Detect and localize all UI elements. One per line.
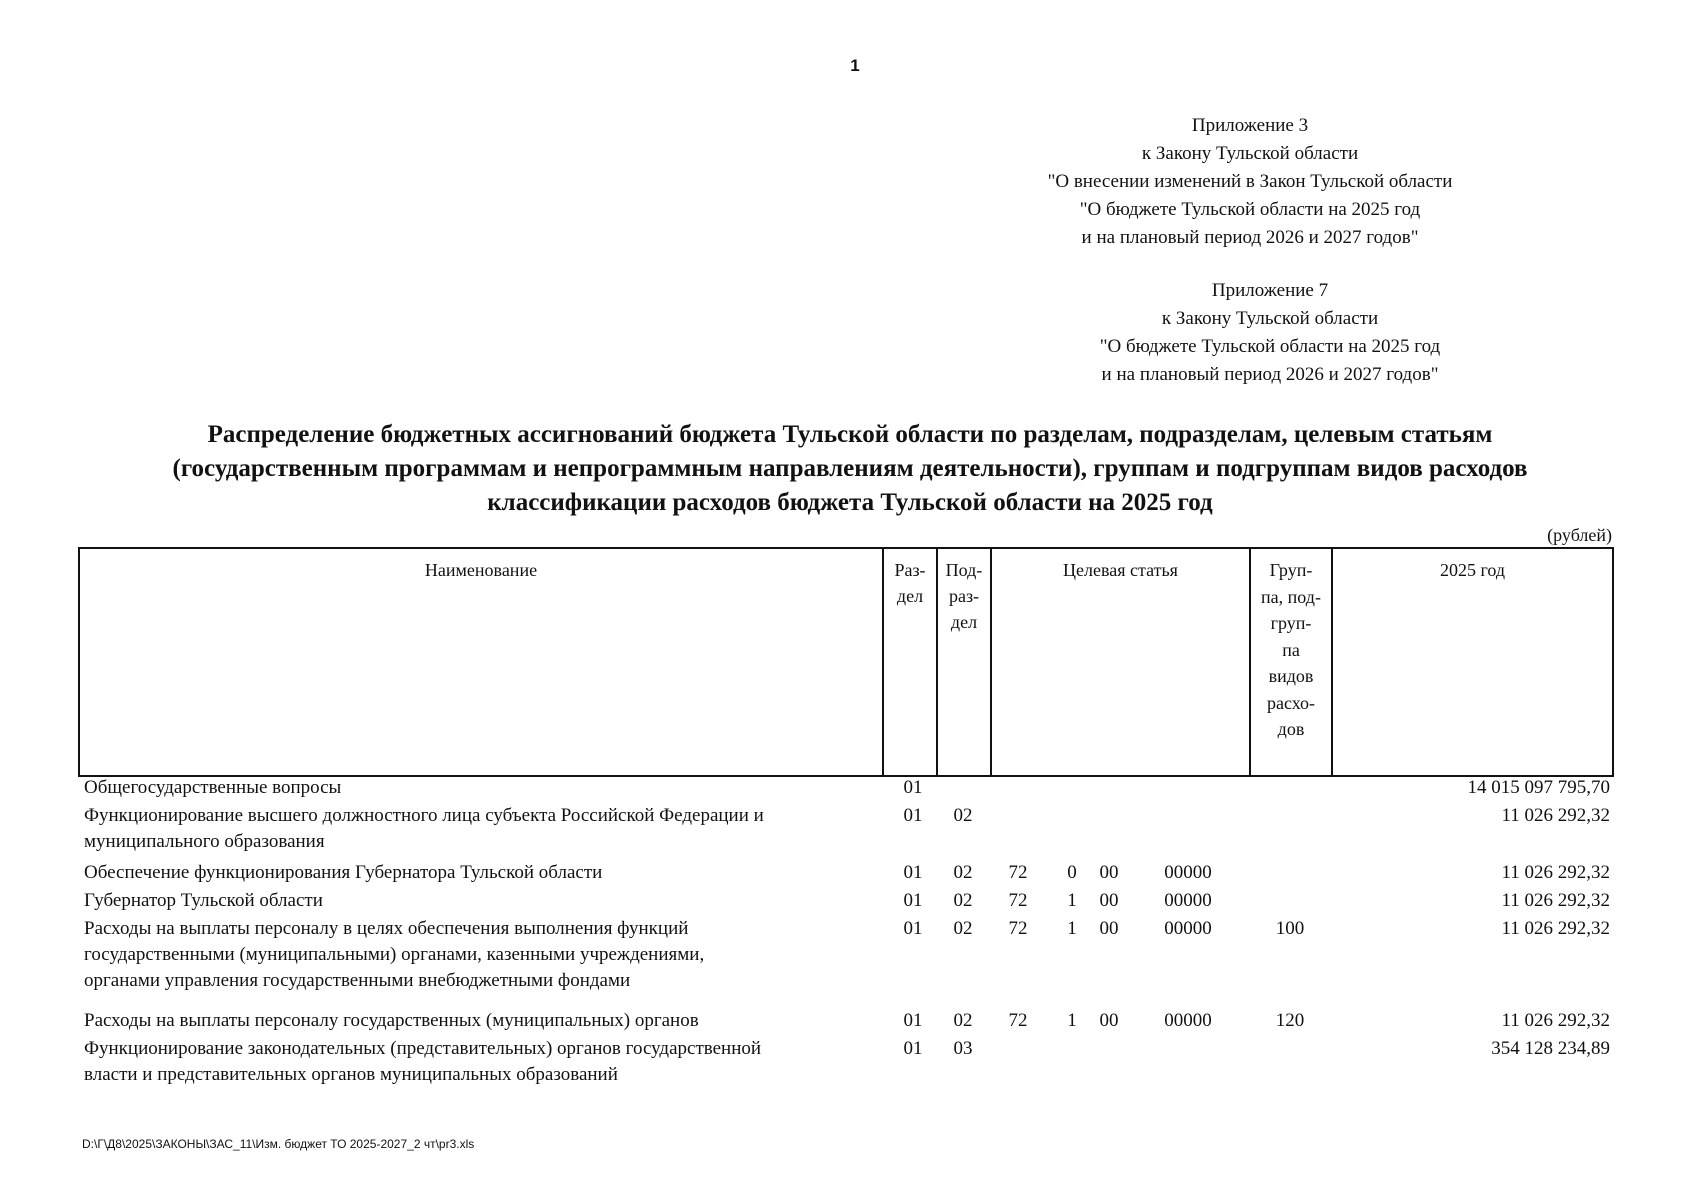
table-row	[78, 1036, 1614, 1092]
table-row	[78, 860, 1614, 888]
row-target-direction: 00000	[1164, 862, 1212, 883]
header-razdel-line: Раз-	[894, 560, 926, 580]
row-target-event: 00	[1099, 1010, 1119, 1031]
row-expense-group: 100	[1275, 918, 1305, 939]
row-name-line: власти и представительных органов муниципальных образований	[84, 1064, 618, 1085]
header-group-line: дов	[1277, 719, 1305, 739]
table-row	[78, 803, 1614, 860]
row-name-line: органами управления государственными внебюджетными фондами	[84, 970, 631, 991]
header-year-label: 2025 год	[1439, 560, 1506, 580]
row-name-line: Общегосударственные вопросы	[84, 777, 342, 798]
row-podrazdel: 02	[953, 890, 973, 911]
row-name-line: государственными (муниципальными) органами, казенными учреждениями,	[84, 944, 705, 965]
table-row	[78, 916, 1614, 1008]
header-podrazdel	[938, 549, 992, 775]
row-razdel: 01	[903, 890, 923, 911]
header-razdel-line: дел	[896, 586, 924, 606]
row-podrazdel: 02	[953, 862, 973, 883]
row-target-event: 00	[1099, 890, 1119, 911]
row-target-program: 72	[1008, 890, 1028, 911]
row-podrazdel: 03	[953, 1038, 973, 1059]
appendix-3-line: Приложение 3	[1191, 115, 1309, 136]
row-razdel: 01	[903, 862, 923, 883]
row-razdel: 01	[903, 1038, 923, 1059]
row-target-event: 00	[1099, 862, 1119, 883]
title-line: (государственным программам и непрограммным направлениям деятельности), группам и подгруппам видов расходов	[172, 455, 1528, 482]
row-amount: 11 026 292,32	[1501, 918, 1610, 939]
row-target-program: 72	[1008, 1010, 1028, 1031]
header-podrazdel-line: дел	[950, 612, 978, 632]
header-year	[1333, 549, 1612, 775]
header-razdel	[884, 549, 938, 775]
table-row	[78, 775, 1614, 803]
appendix-7-line: Приложение 7	[1211, 280, 1329, 301]
row-name-line: Губернатор Тульской области	[84, 890, 323, 911]
appendix-3-line: "О бюджете Тульской области на 2025 год	[1079, 199, 1421, 220]
header-expense-group	[1251, 549, 1333, 775]
row-name	[84, 775, 884, 801]
document-title	[60, 418, 1640, 520]
row-name-line: Расходы на выплаты персоналу государственных (муниципальных) органов	[84, 1010, 699, 1031]
title-line: классификации расходов бюджета Тульской области на 2025 год	[487, 489, 1213, 516]
row-razdel: 01	[903, 805, 923, 826]
row-target-subprogram: 1	[1067, 890, 1077, 911]
row-target-subprogram: 0	[1067, 862, 1077, 883]
row-target-direction: 00000	[1164, 918, 1212, 939]
row-target-subprogram: 1	[1067, 1010, 1077, 1031]
row-name	[84, 1008, 884, 1034]
row-target-event: 00	[1099, 918, 1119, 939]
row-name-line: Обеспечение функционирования Губернатора Тульской области	[84, 862, 603, 883]
header-target-article	[992, 549, 1251, 775]
appendix-7-block	[1060, 277, 1480, 389]
units-label: (рублей)	[1547, 525, 1612, 545]
row-name-line: Расходы на выплаты персоналу в целях обеспечения выполнения функций	[84, 918, 689, 939]
row-name	[84, 888, 884, 914]
row-razdel: 01	[903, 918, 923, 939]
row-razdel: 01	[903, 1010, 923, 1031]
appendix-7-line: к Закону Тульской области	[1161, 308, 1379, 329]
table-row	[78, 888, 1614, 916]
header-group-line: видов	[1268, 666, 1314, 686]
row-name-line: муниципального образования	[84, 831, 325, 852]
row-podrazdel: 02	[953, 918, 973, 939]
row-amount: 14 015 097 795,70	[1467, 777, 1610, 798]
header-podrazdel-line: Под-	[945, 560, 983, 580]
row-target-program: 72	[1008, 918, 1028, 939]
row-target-program: 72	[1008, 862, 1028, 883]
row-name-line: Функционирование законодательных (представительных) органов государственной	[84, 1038, 762, 1059]
table-body	[78, 775, 1614, 1092]
row-expense-group: 120	[1275, 1010, 1305, 1031]
header-group-line: па, под-	[1261, 586, 1321, 607]
table-header	[78, 547, 1614, 777]
appendix-3-line: "О внесении изменений в Закон Тульской области	[1047, 171, 1453, 192]
header-group-line: расхо-	[1266, 692, 1316, 713]
row-podrazdel: 02	[953, 805, 973, 826]
header-podrazdel-line: раз-	[948, 586, 980, 606]
row-amount: 11 026 292,32	[1501, 1010, 1610, 1031]
row-target-direction: 00000	[1164, 890, 1212, 911]
row-target-subprogram: 1	[1067, 918, 1077, 939]
header-target-label: Целевая статья	[1063, 560, 1178, 580]
row-name	[84, 916, 884, 994]
appendix-3-line: к Закону Тульской области	[1141, 143, 1359, 164]
table-row	[78, 1008, 1614, 1036]
row-target-direction: 00000	[1164, 1010, 1212, 1031]
appendix-3-block	[1000, 112, 1500, 252]
header-group-line: Груп-	[1269, 560, 1313, 580]
title-line: Распределение бюджетных ассигнований бюджета Тульской области по разделам, подразделам, целевым статьям	[207, 421, 1493, 448]
row-amount: 11 026 292,32	[1501, 862, 1610, 883]
row-amount: 11 026 292,32	[1501, 890, 1610, 911]
header-group-line: груп-	[1270, 613, 1312, 633]
row-name-line: Функционирование высшего должностного лица субъекта Российской Федерации и	[84, 805, 764, 826]
row-podrazdel: 02	[953, 1010, 973, 1031]
row-name	[84, 1036, 884, 1088]
file-path-footer: D:\Г\Д8\2025\ЗАКОНЫ\ЗАС_11\Изм. бюджет ТО 2025-2027_2 чт\pr3.xls	[82, 1137, 475, 1151]
header-group-line: па	[1282, 639, 1300, 660]
appendix-7-line: "О бюджете Тульской области на 2025 год	[1099, 336, 1441, 357]
appendix-3-line: и на плановый период 2026 и 2027 годов"	[1081, 227, 1419, 248]
header-name	[80, 549, 884, 775]
appendix-7-line: и на плановый период 2026 и 2027 годов"	[1101, 364, 1439, 385]
row-amount: 11 026 292,32	[1501, 805, 1610, 826]
row-amount: 354 128 234,89	[1491, 1038, 1610, 1059]
row-razdel: 01	[903, 777, 923, 798]
row-name	[84, 860, 884, 886]
row-name	[84, 803, 884, 855]
header-name-label: Наименование	[424, 560, 538, 580]
page-number: 1	[850, 56, 860, 75]
